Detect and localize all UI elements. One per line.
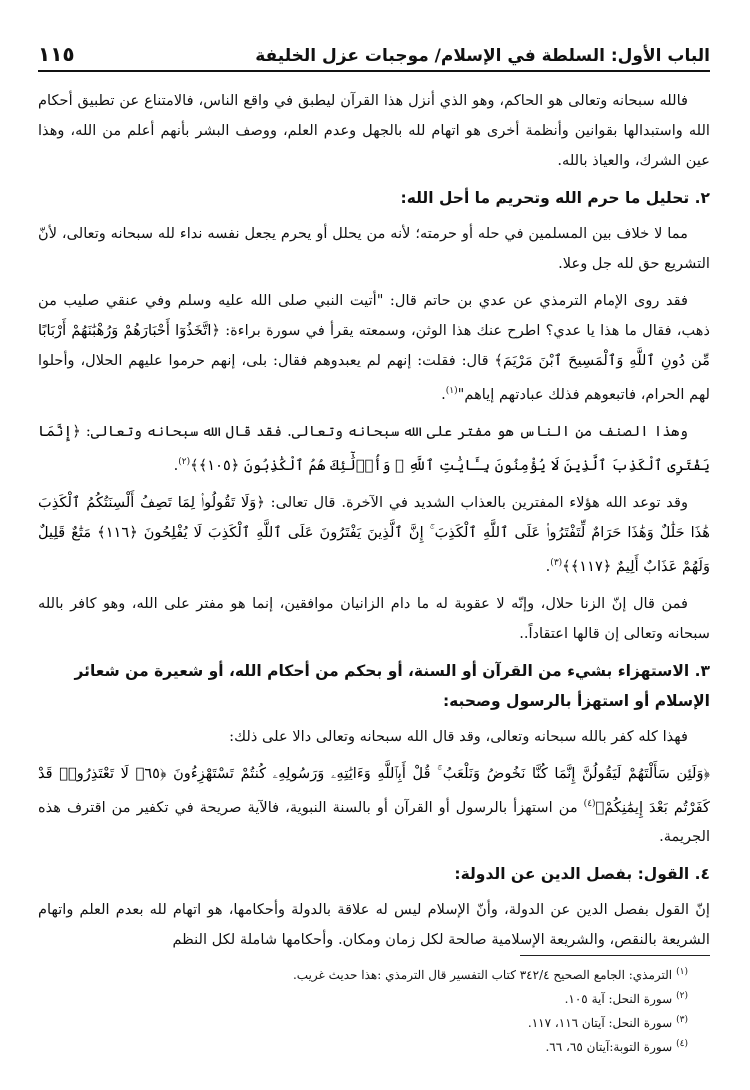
- paragraph-4-close: ﴾: [190, 456, 199, 474]
- paragraph-8-close: ﴾: [595, 798, 605, 816]
- paragraph-3: فقد روى الإمام الترمذي عن عدي بن حاتم قال: "أتيت النبي صلى الله عليه وسلم وفي عنقي صليب من ذهب، فقال ما هذا يا عدي؟ اطرح عنك هذا الوثن، وسمعته يقرأ في سورة براءة: ﴿اتَّخَذُوٓا أَحْبَارَهُمْ وَرُهْبَٰنَهُمْ أَرْبَابًا مِّن دُونِ ٱللَّهِ وَٱلْمَسِيحَ ٱبْنَ مَرْيَمَ﴾ قال: فقلت: إنهم لم يعبدوهم فقال: بلى، إنهم حرموا عليهم الحلال، وأحلوا لهم الحرام، فاتبعوهم فذلك عبادتهم إياهم"$^{(١)}$.: [38, 292, 710, 403]
- paragraph-3-text-end: ﴾ قال: فقلت: إنهم لم يعبدوهم فقال: بلى، إنهم حرموا عليهم الحلال، وأحلوا لهم الحرام، فاتبعوهم فذلك عبادتهم إياهم": [38, 352, 710, 403]
- footnote-3-marker: (٣): [676, 1015, 688, 1025]
- quran-verse-1: اتَّخَذُوٓا أَحْبَارَهُمْ وَرُهْبَٰنَهُمْ أَرْبَابًا مِّن دُونِ ٱللَّهِ وَٱلْمَسِيحَ ٱبْنَ مَرْيَمَ: [38, 322, 710, 369]
- section-heading-3: ٣. الاستهزاء بشيء من القرآن أو السنة، أو بحكم من أحكام الله، أو شعيرة من شعائر الإسلام أو استهزأ بالرسول وصحبه:: [74, 661, 710, 710]
- quran-verse-4: وَلَئِن سَأَلْتَهُمْ لَيَقُولُنَّ إِنَّمَا كُنَّا نَخُوضُ وَنَلْعَبُ ۚ قُلْ أَبِٱللَّهِ وَءَايَٰتِهِۦ وَرَسُولِهِۦ كُنتُمْ تَسْتَهْزِءُونَ ﴿٦٥﴾ لَا تَعْتَذِرُوا۟ قَدْ كَفَرْتُم بَعْدَ إِيمَٰنِكُمْ: [38, 764, 710, 816]
- footnote-divider: [520, 955, 710, 956]
- footnote-1-marker: (١): [676, 967, 688, 977]
- page-body: [38, 86, 710, 955]
- paragraph-5: وقد توعد الله هؤلاء المفترين بالعذاب الشديد في الآخرة. قال تعالى: ﴿وَلَا تَقُولُوا۟ لِمَا تَصِفُ أَلْسِنَتُكُمُ ٱلْكَذِبَ هَٰذَا حَلَٰلٌ وَهَٰذَا حَرَامٌ لِّتَفْتَرُوا۟ عَلَى ٱللَّهِ ٱلْكَذِبَ ۚ إِنَّ ٱلَّذِينَ يَفْتَرُونَ عَلَى ٱللَّهِ ٱلْكَذِبَ لَا يُفْلِحُونَ ﴿١١٦﴾ مَتَٰعٌ قَلِيلٌ وَلَهُمْ عَذَابٌ أَلِيمٌ ﴿١١٧﴾﴾$^{(٣)}$.: [38, 493, 710, 575]
- footnote-4-text: سورة التوبة:آيتان ٦٥، ٦٦.: [545, 1040, 673, 1054]
- paragraph-7: فهذا كله كفر بالله سبحانه وتعالى، وقد قال الله سبحانه وتعالى دالا على ذلك:: [229, 727, 688, 745]
- paragraph-8-open: ﴿: [703, 764, 710, 782]
- footnote-4-marker: (٤): [676, 1039, 688, 1049]
- paragraph-5-text: وقد توعد الله هؤلاء المفترين بالعذاب الشديد في الآخرة. قال تعالى: ﴿: [256, 493, 688, 511]
- paragraph-3-text: فقد روى الإمام الترمذي عن عدي بن حاتم قال: "أتيت النبي صلى الله عليه وسلم وفي عنقي صليب من ذهب، فقال ما هذا يا عدي؟ اطرح عنك هذا الوثن، وسمعته يقرأ في سورة براءة: ﴿: [38, 292, 710, 339]
- footnote-2-marker: (٢): [676, 991, 688, 1001]
- paragraph-2: مما لا خلاف بين المسلمين في حله أو حرمته؛ لأنه من يحلل أو يحرم يجعل نفسه نداء لله سبحانه وتعالى، لأنّ التشريع حق لله جل وعلا.: [38, 225, 710, 272]
- page-number: ١١٥: [38, 42, 75, 66]
- quran-verse-3: وَلَا تَقُولُوا۟ لِمَا تَصِفُ أَلْسِنَتُكُمُ ٱلْكَذِبَ هَٰذَا حَلَٰلٌ وَهَٰذَا حَرَامٌ لِّتَفْتَرُوا۟ عَلَى ٱللَّهِ ٱلْكَذِبَ ۚ إِنَّ ٱلَّذِينَ يَفْتَرُونَ عَلَى ٱللَّهِ ٱلْكَذِبَ لَا يُفْلِحُونَ ﴿١١٦﴾ مَتَٰعٌ قَلِيلٌ وَلَهُمْ عَذَابٌ أَلِيمٌ ﴿١١٧﴾: [38, 493, 710, 575]
- chapter-title: الباب الأول: السلطة في الإسلام/ موجبات عزل الخليفة: [255, 46, 710, 66]
- paragraph-8: [38, 759, 710, 853]
- footnote-1-text: الترمذي: الجامع الصحيح ٣٤٢/٤ كتاب التفسير قال الترمذي :هذا حديث غريب.: [292, 968, 673, 982]
- quran-verse-2: إِنَّمَا يَفْتَرِى ٱلْكَذِبَ ٱلَّذِينَ لَا يُؤْمِنُونَ بِـَٔايَٰتِ ٱللَّهِ ۖ وَأُو۟لَٰٓئِكَ هُمُ ٱلْكَٰذِبُونَ ﴿١٠٥﴾: [38, 422, 710, 474]
- section-heading-2: ٢. تحليل ما حرم الله وتحريم ما أحل الله:: [400, 189, 710, 207]
- footnote-marker-3: (٣): [550, 557, 563, 568]
- footnote-3: [38, 1010, 710, 1034]
- paragraph-4-text: وهذا الصنف من الناس هو مفتر على الله سبحانه وتعالى. فقد قال الله سبحانه وتعالى: ﴿: [72, 422, 688, 440]
- footnote-3-text: سورة النحل: آيتان ١١٦، ١١٧.: [527, 1016, 673, 1030]
- paragraph-1: فالله سبحانه وتعالى هو الحاكم، وهو الذي أنزل هذا القرآن ليطبق في واقع الناس، فالامتناع عن تطبيق أحكام الله واستبدالها بقوانين وأنظمة أخرى هو اتهام لله بالجهل وعدم العلم، ووصف البشر بأنهم أعلم من الله، وهذا عين الشرك، والعياذ بالله.: [38, 92, 710, 169]
- running-header: [38, 30, 710, 72]
- footnotes: [38, 955, 710, 1058]
- section-heading-4: ٤. القول: بفصل الدين عن الدولة:: [454, 865, 710, 884]
- footnote-marker-1: (١): [445, 386, 458, 396]
- footnote-marker-2: (٢): [178, 456, 191, 467]
- paragraph-8-text: من استهزأ بالرسول أو القرآن أو بالسنة النبوية، فالآية صريحة في تكفير من اقترف هذه الجريمة.: [38, 798, 710, 846]
- footnote-2: [38, 986, 710, 1010]
- paragraph-9: إنّ القول بفصل الدين عن الدولة، وأنّ الإسلام ليس له علاقة بالدولة وأحكامها، هو اتهام لله بعدم العلم واتهام الشريعة بالنقص، والشريعة الإسلامية صالحة لكل زمان ومكان. وأحكامها شاملة لكل النظم: [38, 901, 710, 949]
- paragraph-6: فمن قال إنّ الزنا حلال، وإنّه لا عقوبة له ما دام الزانيان موافقين، إنما هو مفتر على الله، وهو كافر بالله سبحانه وتعالى إن قالها اعتقاداً..: [38, 594, 710, 642]
- paragraph-5-close: ﴾: [562, 557, 571, 575]
- footnote-marker-4: (٤): [583, 798, 596, 809]
- footnote-4: [38, 1034, 710, 1058]
- footnote-1: [38, 962, 710, 986]
- paragraph-4: وهذا الصنف من الناس هو مفتر على الله سبحانه وتعالى. فقد قال الله سبحانه وتعالى: ﴿إِنَّمَا يَفْتَرِى ٱلْكَذِبَ ٱلَّذِينَ لَا يُؤْمِنُونَ بِـَٔايَٰتِ ٱللَّهِ ۖ وَأُو۟لَٰٓئِكَ هُمُ ٱلْكَٰذِبُونَ ﴿١٠٥﴾﴾$^{(٢)}$.: [38, 422, 710, 474]
- footnote-2-text: سورة النحل: آية ١٠٥.: [564, 992, 673, 1006]
